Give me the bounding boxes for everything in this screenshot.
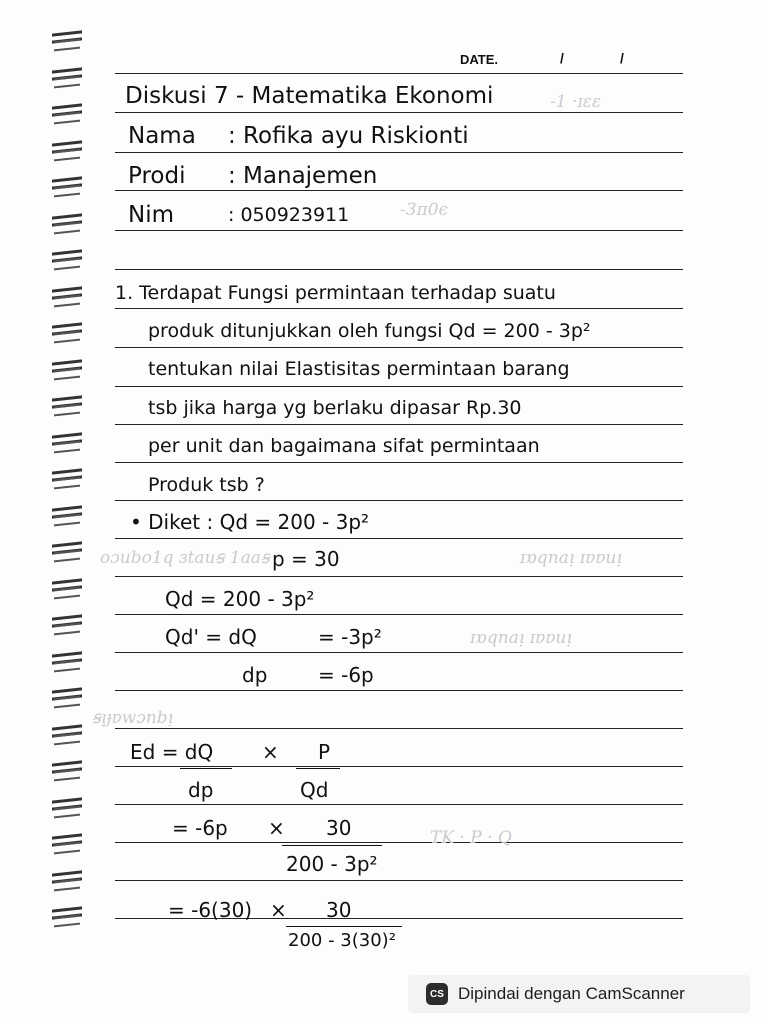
nim-value: : 050923911 — [228, 204, 350, 226]
ruled-line — [115, 652, 683, 653]
spiral-ring — [50, 758, 86, 780]
step-two-numerator: 30 — [326, 898, 352, 922]
camscanner-badge — [408, 975, 750, 1013]
derivative-denominator: dp — [242, 663, 268, 687]
demand-function: Qd = 200 - 3p² — [165, 587, 315, 611]
spiral-ring — [50, 138, 86, 160]
ruled-line — [115, 190, 683, 191]
discussion-title: Diskusi 7 - Matematika Ekonomi — [125, 83, 494, 109]
ruled-line — [115, 152, 683, 153]
camscanner-logo-icon: CS — [426, 983, 448, 1005]
ruled-line — [115, 386, 683, 387]
name-label: Nama — [128, 123, 196, 149]
prodi-label: Prodi — [128, 163, 186, 189]
fraction-bar — [296, 768, 340, 769]
spiral-ring — [50, 357, 86, 379]
spiral-binding — [50, 20, 90, 950]
name-value: : Rofika ayu Riskionti — [228, 123, 469, 149]
spiral-ring — [50, 904, 86, 926]
elasticity-lhs: Ed = dQ — [130, 740, 214, 764]
bleed-through: oɔubo1q ɜtauꞩ 1aaꞩ — [100, 548, 270, 568]
fraction-bar — [282, 845, 382, 846]
elasticity-qd: Qd — [300, 778, 329, 802]
ruled-line — [115, 766, 683, 767]
ruled-line — [115, 112, 683, 113]
spiral-ring — [50, 722, 86, 744]
spiral-ring — [50, 393, 86, 415]
date-separator: / — [560, 50, 564, 66]
question-line: Produk tsb ? — [148, 474, 265, 496]
prodi-value: : Manajemen — [228, 163, 378, 189]
ruled-line — [115, 690, 683, 691]
ruled-line — [115, 500, 683, 501]
ruled-line — [115, 576, 683, 577]
ruled-line — [115, 269, 683, 270]
ruled-line — [115, 804, 683, 805]
spiral-ring — [50, 831, 86, 853]
spiral-ring — [50, 795, 86, 817]
times-sign: × — [262, 740, 279, 764]
bleed-through: -3π0ϵ — [400, 200, 449, 220]
ruled-line — [115, 462, 683, 463]
spiral-ring — [50, 576, 86, 598]
question-line: 1. Terdapat Fungsi permintaan terhadap suatu — [115, 282, 556, 304]
derivative-rhs: = -3p² — [318, 625, 382, 649]
ruled-line — [115, 230, 683, 231]
derivative-result: = -6p — [318, 663, 374, 687]
spiral-ring — [50, 28, 86, 50]
camscanner-text: Dipindai dengan CamScanner — [458, 984, 685, 1003]
spiral-ring — [50, 685, 86, 707]
bleed-through: ꞩᴉɟɐwɔnbᴉ — [92, 708, 174, 728]
price-symbol: P — [318, 740, 331, 764]
ruled-line — [115, 614, 683, 615]
derivative-lhs: Qd' = dQ — [165, 625, 257, 649]
spiral-ring — [50, 284, 86, 306]
nim-label: Nim — [128, 202, 174, 228]
spiral-ring — [50, 612, 86, 634]
spiral-ring — [50, 65, 86, 87]
step-one-term: = -6p — [172, 816, 228, 840]
question-line: per unit dan bagaimana sifat permintaan — [148, 435, 540, 457]
ruled-line — [115, 73, 683, 74]
given-statement: • Diket : Qd = 200 - 3p² — [130, 510, 370, 534]
spiral-ring — [50, 101, 86, 123]
fraction-bar — [180, 768, 232, 769]
ruled-line — [115, 728, 683, 729]
spiral-ring — [50, 503, 86, 525]
ruled-line — [115, 308, 683, 309]
spiral-ring — [50, 868, 86, 890]
step-one-denominator: 200 - 3p² — [286, 852, 378, 876]
times-sign: × — [268, 816, 285, 840]
spiral-ring — [50, 320, 86, 342]
spiral-ring — [50, 430, 86, 452]
ruled-line — [115, 347, 683, 348]
fraction-bar — [286, 926, 402, 927]
elasticity-dp: dp — [188, 778, 214, 802]
step-one-numerator: 30 — [326, 816, 352, 840]
date-separator: / — [620, 50, 624, 66]
question-line: tsb jika harga yg berlaku dipasar Rp.30 — [148, 397, 522, 419]
step-two-denominator: 200 - 3(30)² — [288, 930, 396, 951]
step-two-term: = -6(30) — [168, 898, 253, 922]
bleed-through: -1 ·ɪɛɛ — [550, 92, 602, 112]
spiral-ring — [50, 211, 86, 233]
ruled-line — [115, 538, 683, 539]
bleed-through: TK · P · Q — [430, 828, 512, 848]
ruled-line — [115, 842, 683, 843]
spiral-ring — [50, 174, 86, 196]
spiral-ring — [50, 649, 86, 671]
bleed-through: ɪɒqnaᴉ ɪɐɐuᴉ — [520, 548, 622, 568]
spiral-ring — [50, 539, 86, 561]
price-value: p = 30 — [272, 547, 340, 571]
bleed-through: ɪɒqnaᴉ ɪɐɐuᴉ — [470, 628, 572, 648]
question-line: tentukan nilai Elastisitas permintaan barang — [148, 358, 570, 380]
question-line: produk ditunjukkan oleh fungsi Qd = 200 - 3p² — [148, 320, 591, 342]
spiral-ring — [50, 466, 86, 488]
spiral-ring — [50, 247, 86, 269]
date-label: DATE. — [460, 52, 499, 67]
times-sign: × — [270, 898, 287, 922]
ruled-line — [115, 424, 683, 425]
ruled-line — [115, 880, 683, 881]
